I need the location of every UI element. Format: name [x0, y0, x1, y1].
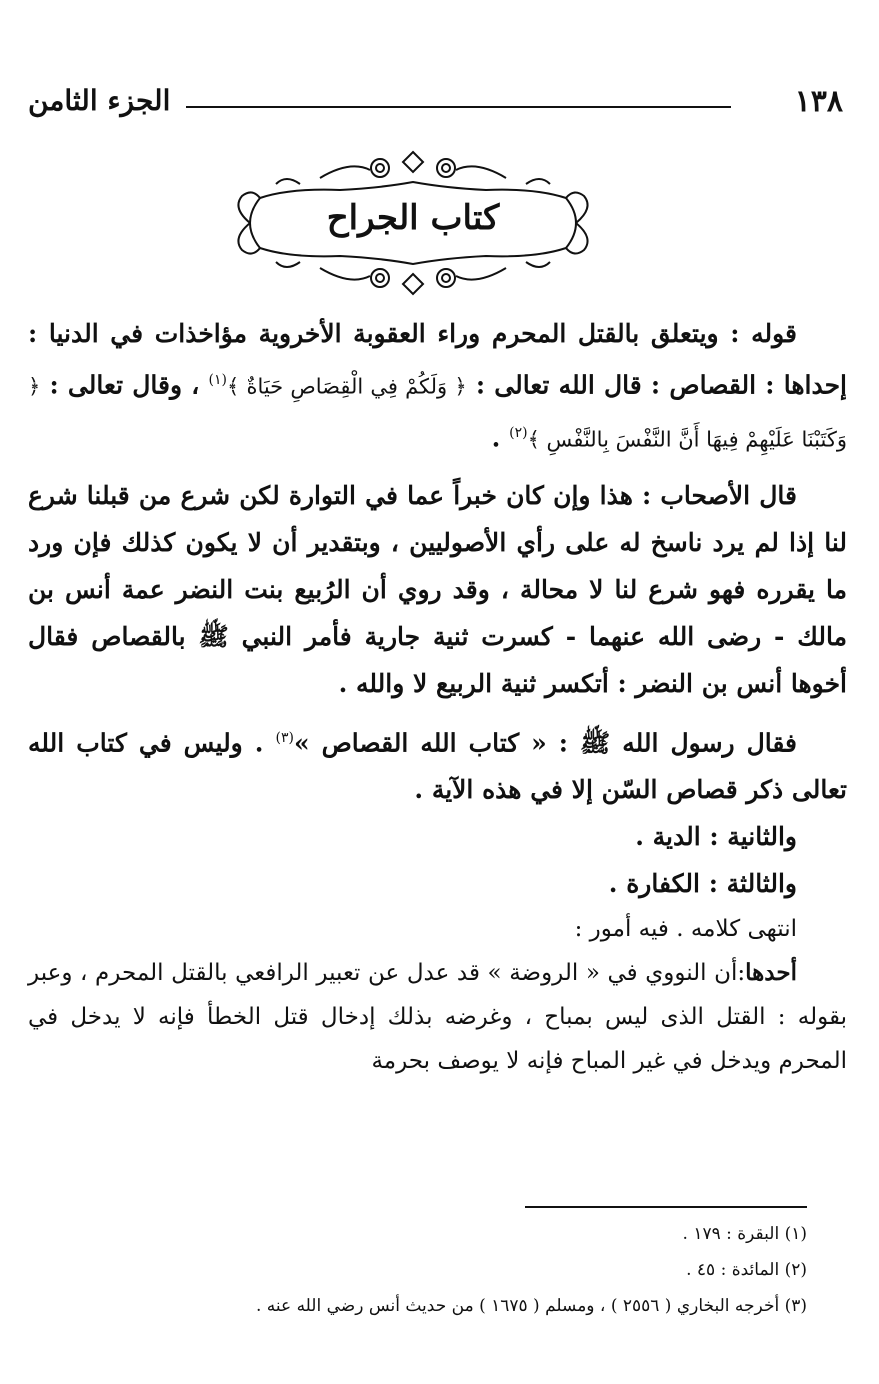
paragraph-text: قوله : ويتعلق بالقتل المحرم وراء العقوبة الأخروية مؤاخذات في الدنيا : إحداها : القصاص : قال الله تعالى :: [28, 319, 847, 400]
paragraph: انتهى كلامه . فيه أمور :: [574, 915, 797, 942]
paragraph: [28, 951, 847, 1083]
footnotes: [40, 1216, 807, 1324]
footnote: (٣) أخرجه البخاري ( ٢٥٥٦ ) ، ومسلم ( ١٦٧٥ ) من حديث أنس رضي الله عنه .: [255, 1296, 807, 1316]
part-title: الجزء الثامن: [28, 84, 171, 117]
paragraph: والثالثة : الكفارة .: [608, 868, 797, 898]
footnote-rule: [525, 1206, 807, 1208]
footnote-ref: (٣): [275, 729, 294, 746]
footnote: (١) البقرة : ١٧٩ .: [682, 1224, 807, 1244]
main-text: [28, 310, 847, 1083]
footnote-ref: (٢): [509, 425, 528, 442]
paragraph-text: :أن النووي في « الروضة » قد عدل عن تعبير الرافعي بالقتل المحرم ، وعبر بقوله : القتل الذى ليس بمباح ، وغرضه بذلك إدخال قتل الخطأ فإنه لا يدخل في المحرم ويدخل في غير المباح فإنه لا يوصف بحرمة: [28, 959, 847, 1074]
paragraph: والثانية : الدية .: [635, 821, 797, 851]
paragraph-text: ، وقال تعالى :: [40, 370, 209, 400]
paragraph: قال الأصحاب : هذا وإن كان خبراً عما في التوارة لكن شرع من قبلنا شرع لنا إذا لم يرد ناسخ له على رأي الأصوليين ، وبتقدير أن لا يكون كذلك فإن ورد ما يقرره فهو شرع لنا لا محالة ، وقد روي أن الرُبيع بنت النضر عمة أنس بن مالك - رضى الله عنهما - كسرت ثنية جارية فأمر النبي ﷺ بالقصاص فقال أخوها أنس بن النضر : أتكسر ثنية الربيع لا والله .: [28, 480, 847, 698]
quran-quote: ﴿ وَلَكُمْ فِي الْقِصَاصِ حَيَاةٌ ﴾: [226, 374, 467, 399]
footnote: (٢) المائدة : ٤٥ .: [686, 1260, 807, 1280]
footnote-ref: (١): [208, 372, 227, 388]
paragraph-text: . وليس في كتاب الله تعالى ذكر قصاص السّن إلا في هذه الآية .: [28, 727, 847, 804]
paragraph-lead: أحدها: [745, 958, 797, 986]
chapter-title: كتاب الجراح: [326, 198, 500, 238]
paragraph-text: .: [491, 423, 510, 453]
quran-quote: ﴿ وَكَتَبْنَا عَلَيْهِمْ فِيهَا أَنَّ النَّفْسَ بِالنَّفْسِ ﴾: [28, 374, 847, 452]
page-number: ١٣٨: [794, 84, 843, 119]
paragraph: [28, 715, 847, 813]
paragraph-text: فقال رسول الله ﷺ : « كتاب الله القصاص »: [293, 727, 797, 757]
running-header: [28, 84, 851, 128]
paragraph: [28, 310, 847, 464]
header-rule: [186, 106, 731, 108]
title-cartouche: [220, 148, 606, 298]
